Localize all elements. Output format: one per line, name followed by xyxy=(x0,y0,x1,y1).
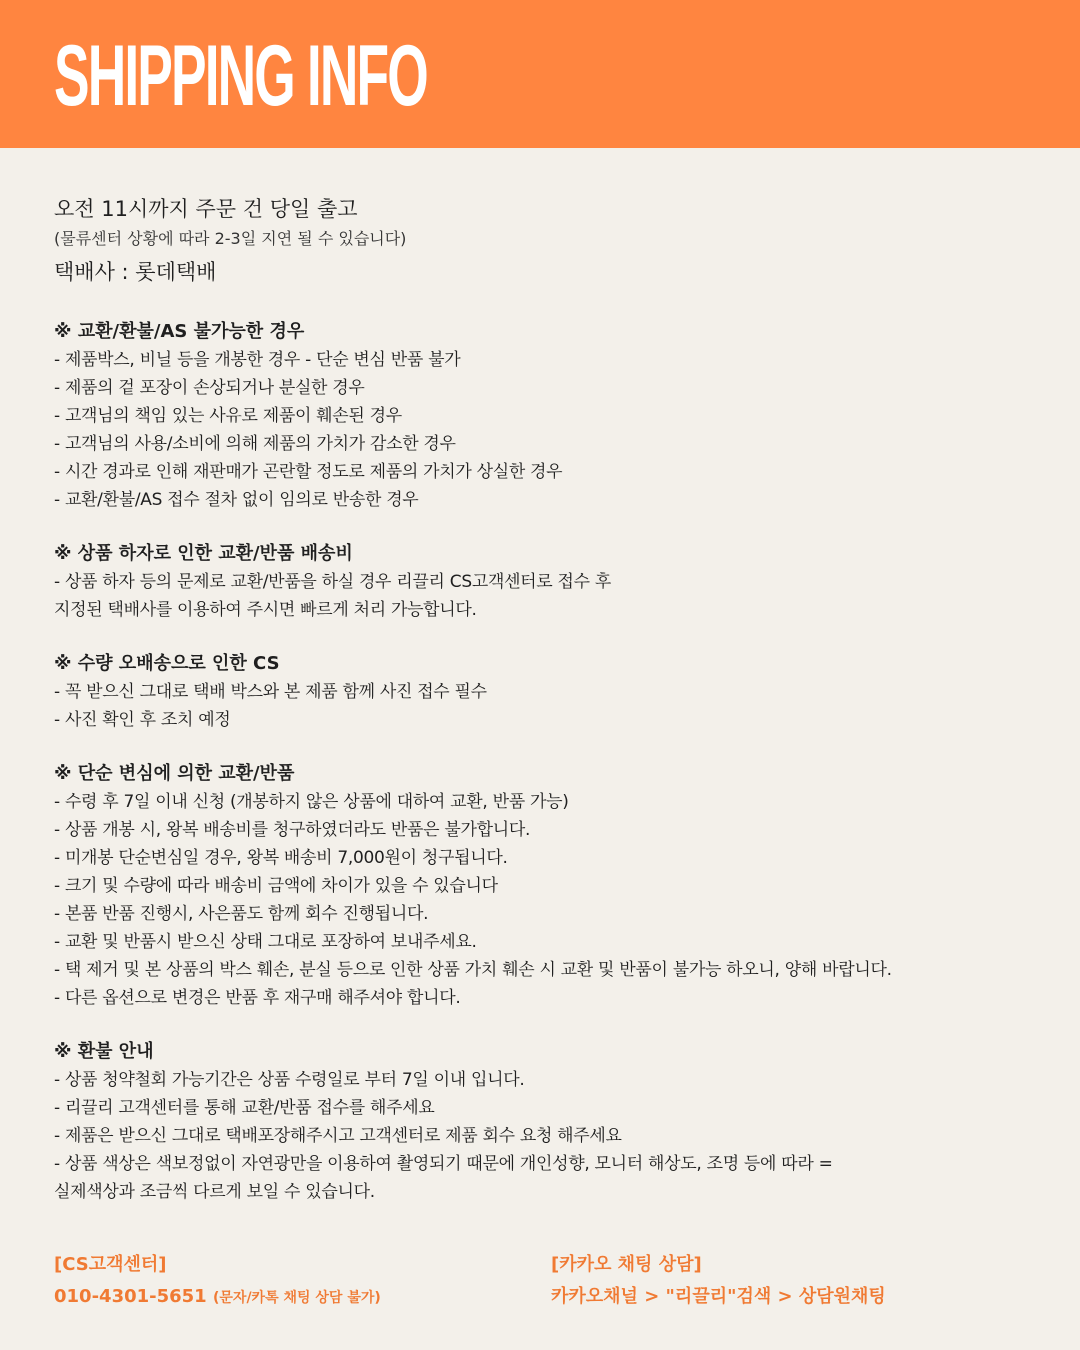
cs-contact-line xyxy=(54,1280,381,1315)
list-item: - 수령 후 7일 이내 신청 (개봉하지 않은 상품에 대하여 교환, 반품 가능) xyxy=(54,792,569,812)
list-item: - 상품 청약철회 가능기간은 상품 수령일로 부터 7일 이내 입니다. xyxy=(54,1070,525,1090)
courier-info: 택배사 : 롯데택배 xyxy=(54,260,217,284)
list-item: - 제품의 겉 포장이 손상되거나 분실한 경우 xyxy=(54,378,365,398)
section-title: ※ 환불 안내 xyxy=(54,1041,154,1062)
list-item: - 본품 반품 진행시, 사은품도 함께 회수 진행됩니다. xyxy=(54,904,429,924)
list-item: - 상품 하자 등의 문제로 교환/반품을 하실 경우 리끌리 CS고객센터로 접수 후 xyxy=(54,572,612,592)
contact-footer xyxy=(54,1250,1034,1320)
cs-center-block xyxy=(54,1250,381,1315)
list-item: - 택 제거 및 본 상품의 박스 훼손, 분실 등으로 인한 상품 가치 훼손 시 교환 및 반품이 불가능 하오니, 양해 바랍니다. xyxy=(54,960,892,980)
section-title: ※ 단순 변심에 의한 교환/반품 xyxy=(54,763,295,784)
list-item: - 꼭 받으신 그대로 택배 박스와 본 제품 함께 사진 접수 필수 xyxy=(54,682,487,702)
list-item: - 교환/환불/AS 접수 절차 없이 임의로 반송한 경우 xyxy=(54,490,419,510)
section-no-exchange xyxy=(54,318,1044,514)
section-refund-guide xyxy=(54,1038,1044,1206)
section-wrong-quantity xyxy=(54,650,1044,734)
section-title: ※ 수량 오배송으로 인한 CS xyxy=(54,653,280,674)
list-item: - 크기 및 수량에 따라 배송비 금액에 차이가 있을 수 있습니다 xyxy=(54,876,498,896)
kakao-channel-path: 카카오채널 > "리끌리"검색 > 상담원채팅 xyxy=(551,1286,886,1307)
section-change-of-mind xyxy=(54,760,1044,1012)
kakao-chat-title: [카카오 채팅 상담] xyxy=(551,1254,702,1275)
same-day-shipping-headline: 오전 11시까지 주문 건 당일 출고 xyxy=(54,197,358,221)
page-title: SHIPPING INFO xyxy=(54,28,427,124)
list-item: 실제색상과 조금씩 다르게 보일 수 있습니다. xyxy=(54,1182,375,1202)
list-item: - 상품 색상은 색보정없이 자연광만을 이용하여 촬영되기 때문에 개인성향, 모니터 해상도, 조명 등에 따라 = xyxy=(54,1154,833,1174)
list-item: - 제품은 받으신 그대로 택배포장해주시고 고객센터로 제품 회수 요청 해주세요 xyxy=(54,1126,622,1146)
list-item: - 고객님의 책임 있는 사유로 제품이 훼손된 경우 xyxy=(54,406,402,426)
header-banner xyxy=(0,0,1080,148)
cs-phone-note: (문자/카톡 채팅 상담 불가) xyxy=(213,1290,381,1306)
list-item: - 리끌리 고객센터를 통해 교환/반품 접수를 해주세요 xyxy=(54,1098,435,1118)
list-item: - 다른 옵션으로 변경은 반품 후 재구매 해주셔야 합니다. xyxy=(54,988,461,1008)
list-item: - 상품 개봉 시, 왕복 배송비를 청구하였더라도 반품은 불가합니다. xyxy=(54,820,531,840)
list-item: - 미개봉 단순변심일 경우, 왕복 배송비 7,000원이 청구됩니다. xyxy=(54,848,508,868)
section-title: ※ 교환/환불/AS 불가능한 경우 xyxy=(54,321,305,342)
section-title: ※ 상품 하자로 인한 교환/반품 배송비 xyxy=(54,543,353,564)
list-item: - 교환 및 반품시 받으신 상태 그대로 포장하여 보내주세요. xyxy=(54,932,477,952)
cs-center-title: [CS고객센터] xyxy=(54,1254,167,1275)
cs-phone-number[interactable]: 010-4301-5651 xyxy=(54,1286,207,1307)
list-item: - 제품박스, 비닐 등을 개봉한 경우 - 단순 변심 반품 불가 xyxy=(54,350,461,370)
list-item: - 고객님의 사용/소비에 의해 제품의 가치가 감소한 경우 xyxy=(54,434,456,454)
list-item: 지정된 택배사를 이용하여 주시면 빠르게 처리 가능합니다. xyxy=(54,600,477,620)
kakao-chat-block xyxy=(551,1250,886,1314)
delay-note: (물류센터 상황에 따라 2-3일 지연 될 수 있습니다) xyxy=(54,229,407,248)
list-item: - 시간 경과로 인해 재판매가 곤란할 정도로 제품의 가치가 상실한 경우 xyxy=(54,462,563,482)
section-defect-shipping-fee xyxy=(54,540,1044,624)
shipping-info-content xyxy=(54,192,1044,1206)
list-item: - 사진 확인 후 조치 예정 xyxy=(54,710,231,730)
